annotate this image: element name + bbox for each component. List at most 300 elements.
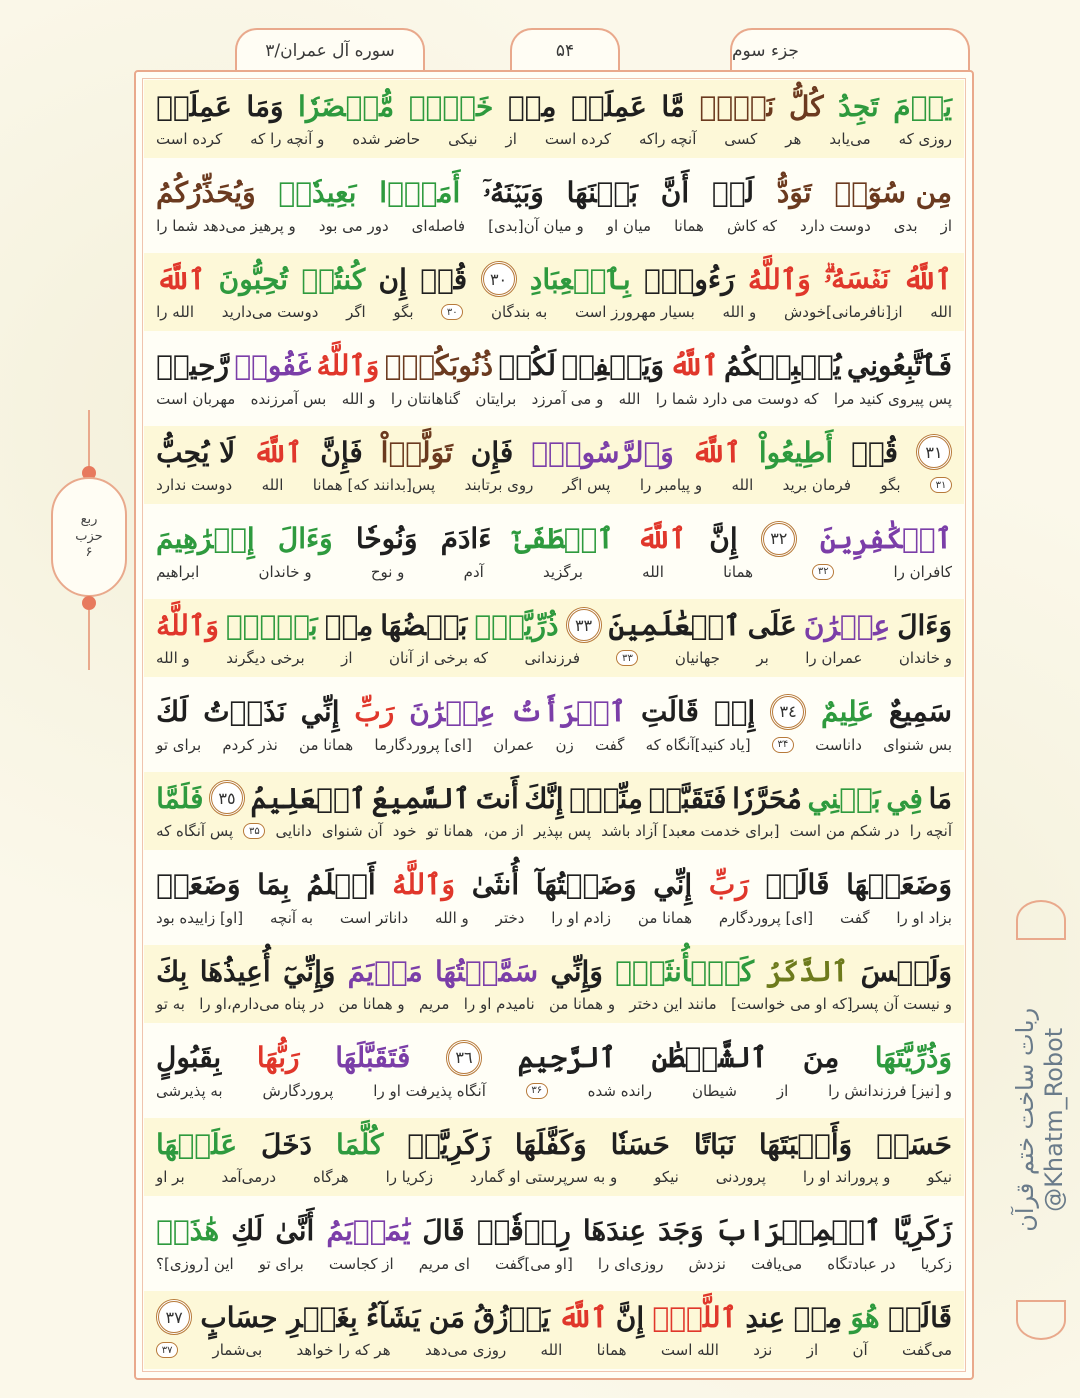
translation-word: روزی‌ای را bbox=[597, 1254, 664, 1273]
arabic-word: رَبِّ bbox=[708, 868, 749, 901]
arabic-word: إِذۡ bbox=[713, 695, 756, 728]
arabic-text bbox=[156, 517, 952, 561]
arabic-word: قَالَ bbox=[422, 1214, 465, 1247]
translation-word: پس[بدانند که] همانا bbox=[312, 476, 436, 494]
arabic-word: بِغَيۡرِ حِسَابٍ bbox=[200, 1300, 358, 1334]
arabic-word: ٱللَّهَ bbox=[691, 435, 741, 469]
arabic-word: حَسَنٖ bbox=[876, 1127, 952, 1161]
arabic-word: ٱلۡعَلِيمُ bbox=[250, 781, 367, 815]
arabic-word: عِمۡرَٰنَ bbox=[409, 695, 496, 728]
arabic-text bbox=[156, 84, 952, 128]
translation-word: مریم bbox=[419, 995, 450, 1013]
ayah-number-marker: ٣٢ bbox=[761, 521, 797, 557]
arabic-word: زَكَرِيَّا bbox=[893, 1214, 952, 1247]
ayah-number-marker: ٣٣ bbox=[566, 607, 602, 643]
translation-word: [برای خدمت معبد] آزاد باشد bbox=[601, 822, 780, 840]
translation-word: مانند این دختر bbox=[629, 995, 717, 1013]
arabic-word: بَعِيدٗاۗ bbox=[278, 176, 357, 209]
arabic-word: مَرۡيَمَ bbox=[347, 954, 423, 988]
arabic-word: ٱلۡعَٰلَمِينَ bbox=[608, 608, 741, 642]
persian-translation bbox=[156, 213, 952, 239]
translation-word: الله bbox=[540, 1341, 563, 1359]
translation-word: آنگاه پذیرفت او را bbox=[373, 1081, 486, 1100]
persian-translation bbox=[156, 818, 952, 844]
translation-word: و پروراند او را bbox=[802, 1168, 891, 1186]
juz-label: جزء سوم bbox=[730, 28, 970, 72]
arabic-word: مِنۢ bbox=[324, 608, 374, 642]
arabic-word: وَءَالَ bbox=[277, 522, 333, 555]
arabic-word: مِن سُوٓءٖ bbox=[834, 176, 952, 209]
arabic-word: هَٰذَاۖ bbox=[156, 1214, 220, 1247]
translation-word: و پرهیز می‌دهد شما را bbox=[156, 216, 296, 235]
arabic-word: عِندَهَا bbox=[582, 1214, 647, 1247]
arabic-word: سَمِيعٌ bbox=[889, 695, 952, 728]
translation-word: [ای] پروردگارم bbox=[718, 908, 814, 927]
translation-word: و خاندان bbox=[258, 562, 312, 581]
translation-word: می‌یافت bbox=[751, 1254, 803, 1273]
arabic-word: رَبُّهَا bbox=[256, 1041, 300, 1074]
ayah-number-small: ۳۴ bbox=[772, 737, 794, 753]
translation-word: بگو bbox=[393, 303, 414, 321]
translation-word: و به سرپرستی او گمارد bbox=[470, 1168, 618, 1186]
verse-line bbox=[144, 167, 964, 245]
translation-word: بدی bbox=[893, 216, 918, 235]
translation-word: جهانیان bbox=[674, 649, 720, 667]
translation-word: الله bbox=[930, 303, 952, 321]
arabic-word: نَفۡسَهُۥۗ bbox=[824, 262, 890, 295]
translation-word: و الله bbox=[156, 649, 190, 667]
arabic-word: إِنَّ bbox=[709, 522, 738, 555]
translation-word: بس شنوای bbox=[883, 735, 952, 754]
translation-word: روزی می‌دهد bbox=[424, 1341, 507, 1359]
translation-word: و همانا من bbox=[338, 995, 405, 1013]
translation-word: می‌گفت bbox=[902, 1341, 952, 1359]
arabic-word: يَوۡمَ bbox=[893, 89, 952, 123]
arabic-word: مُحَرَّرٗا bbox=[732, 781, 802, 815]
translation-word: که برخی از آنان bbox=[388, 649, 489, 667]
arabic-text bbox=[156, 257, 952, 301]
arabic-text bbox=[156, 1122, 952, 1166]
arabic-word: دَخَلَ bbox=[261, 1127, 313, 1161]
arabic-word: مِنِّيٓۖ bbox=[569, 781, 643, 815]
arabic-word: وَذُرِّيَّتَهَا bbox=[874, 1041, 952, 1074]
arabic-word: أَنَّىٰ bbox=[275, 1214, 315, 1247]
translation-word: پروردنی bbox=[715, 1168, 766, 1186]
arabic-word: بَعۡضٖۗ bbox=[225, 608, 318, 642]
translation-word: نزدش bbox=[688, 1254, 726, 1273]
arabic-word: مَا bbox=[928, 781, 952, 815]
page-number: ۵۴ bbox=[510, 28, 620, 72]
translation-word: همانا bbox=[596, 1341, 627, 1359]
translation-word: برایتان bbox=[475, 389, 517, 408]
ayah-number-small: ۳۵ bbox=[243, 823, 265, 839]
translation-word: از bbox=[806, 1341, 819, 1359]
translation-word: از[نافرمانی]خودش bbox=[783, 303, 903, 321]
arabic-word: أَمَدَۢا bbox=[379, 176, 461, 209]
translation-word: روزی که bbox=[898, 130, 952, 148]
translation-word: رانده شده bbox=[587, 1081, 653, 1100]
arabic-word: وَنُوحٗا bbox=[355, 522, 418, 555]
ayah-number-marker: ٣٠ bbox=[481, 261, 517, 297]
translation-word: در شکم من است bbox=[789, 822, 900, 840]
arabic-word: مِنَ bbox=[802, 1041, 840, 1074]
arabic-word: رَّحِيمٞ bbox=[156, 349, 229, 382]
translation-word: از bbox=[940, 216, 952, 235]
arabic-word: وَضَعَتۡ bbox=[156, 868, 241, 901]
translation-word: و [نیز] فرزندانش را bbox=[828, 1081, 952, 1100]
arabic-text bbox=[156, 1209, 952, 1253]
persian-translation bbox=[156, 472, 952, 498]
persian-translation bbox=[156, 1078, 952, 1104]
ayah-number-marker: ٣٥ bbox=[209, 780, 245, 816]
translation-word: کرده است bbox=[156, 130, 223, 148]
arabic-word: فَإِنَّ bbox=[320, 435, 363, 469]
watermark bbox=[1010, 940, 1070, 1300]
arabic-text bbox=[156, 776, 952, 820]
watermark-ornament-bottom bbox=[1016, 1300, 1066, 1340]
translation-word: همانا تو bbox=[426, 822, 474, 840]
arabic-word: أَعۡلَمُ bbox=[306, 868, 376, 901]
arabic-word: عِمۡرَٰنَ bbox=[803, 608, 891, 642]
translation-word: الله bbox=[618, 389, 641, 408]
translation-word: نزد bbox=[753, 1341, 773, 1359]
arabic-word: كُلُّ bbox=[789, 89, 824, 123]
translation-word: برگزید bbox=[543, 562, 583, 581]
translation-word: و نیست آن پسر[که او می خواست] bbox=[730, 995, 952, 1013]
translation-word: از من، bbox=[483, 822, 524, 840]
translation-word: ای مریم bbox=[418, 1254, 470, 1273]
translation-word: از کجاست bbox=[328, 1254, 394, 1273]
translation-word: همانا من bbox=[637, 908, 693, 927]
arabic-word: زَكَرِيَّاۖ bbox=[407, 1127, 491, 1161]
translation-word: مهربان است bbox=[156, 389, 236, 408]
translation-word: فرزندانی bbox=[524, 649, 581, 667]
arabic-word: فِي bbox=[886, 781, 923, 815]
arabic-text bbox=[156, 949, 952, 993]
arabic-word: نَذَرۡتُ bbox=[203, 695, 286, 728]
translation-word: که کاش bbox=[726, 216, 777, 235]
arabic-word: تَوَدُّ bbox=[776, 176, 812, 209]
arabic-text bbox=[156, 430, 952, 474]
arabic-word: بِقَبُولٍ bbox=[156, 1041, 222, 1074]
arabic-word: قَالَتِ bbox=[640, 695, 699, 728]
arabic-word: ٱلذَّكَرُ bbox=[766, 954, 849, 988]
arabic-word: وَٱللَّهُ bbox=[316, 349, 380, 382]
arabic-word: تُحِبُّونَ bbox=[218, 262, 288, 296]
verse-line bbox=[144, 686, 964, 764]
translation-word: هر bbox=[785, 130, 802, 148]
arabic-word: يَٰمَرۡيَمُ bbox=[326, 1214, 411, 1247]
translation-word: الله است bbox=[660, 1341, 719, 1359]
translation-word: [یاد کنید]آنگاه که bbox=[645, 735, 751, 754]
translation-word: و نوح bbox=[370, 562, 405, 581]
arabic-word: سَمَّيۡتُهَا bbox=[434, 954, 539, 988]
arabic-word: قَالَتۡ bbox=[887, 1300, 952, 1334]
arabic-text bbox=[156, 1295, 952, 1339]
translation-word: فرمان برید bbox=[782, 476, 851, 494]
translation-word: کافران را bbox=[893, 562, 952, 581]
arabic-word: فَٱتَّبِعُونِي bbox=[846, 349, 952, 382]
translation-word: نیکو bbox=[654, 1168, 679, 1186]
arabic-word: ٱلرَّجِيمِ bbox=[517, 1041, 617, 1074]
verse-line bbox=[144, 1291, 964, 1369]
translation-word: بی‌شمار bbox=[212, 1341, 263, 1359]
persian-translation bbox=[156, 1251, 952, 1277]
translation-word: برخی دیگرند bbox=[226, 649, 305, 667]
translation-word: پس آنگاه که bbox=[156, 822, 234, 840]
arabic-word: ءَادَمَ bbox=[440, 522, 492, 555]
ayah-number-marker: ٣٤ bbox=[770, 694, 806, 730]
translation-word: عمران bbox=[493, 735, 535, 754]
surah-label: سوره آل عمران/۳ bbox=[235, 28, 425, 72]
translation-word: هرگاه bbox=[312, 1168, 349, 1186]
arabic-word: مُّحۡضَرٗا bbox=[298, 89, 395, 123]
arabic-word: عَمِلَتۡ bbox=[571, 89, 647, 123]
arabic-word: بِمَا bbox=[257, 868, 290, 901]
translation-word: و میان آن[بدی] bbox=[488, 216, 584, 235]
translation-word: آدم bbox=[463, 562, 484, 581]
translation-word: [او] زاییده بود bbox=[156, 908, 244, 927]
translation-word: زادم او را bbox=[551, 908, 612, 927]
watermark-handle: @Khatm_Robot bbox=[1040, 1027, 1069, 1213]
persian-translation bbox=[156, 1164, 952, 1190]
arabic-word: ٱللَّهُ bbox=[902, 262, 952, 296]
translation-word: و آنچه را که bbox=[250, 130, 325, 148]
translation-word: می‌یابد bbox=[829, 130, 871, 148]
arabic-word: أَنتَ bbox=[475, 781, 519, 815]
arabic-word: بَيۡنَهَا bbox=[566, 176, 638, 209]
arabic-word: ٱلۡكَٰفِرِينَ bbox=[819, 522, 952, 555]
arabic-word: هُوَ bbox=[850, 1300, 880, 1334]
translation-word: در عبادتگاه bbox=[827, 1254, 896, 1273]
arabic-word: وَكَفَّلَهَا bbox=[514, 1127, 587, 1161]
arabic-word: إِنَّكَ bbox=[524, 781, 564, 815]
ayah-number-marker: ٣١ bbox=[916, 434, 952, 470]
ayah-number-small: ۳۱ bbox=[930, 477, 952, 493]
arabic-word: إِنَّ bbox=[615, 1300, 645, 1334]
arabic-text bbox=[156, 344, 952, 388]
verse-line bbox=[144, 772, 964, 850]
verse-line bbox=[144, 340, 964, 418]
arabic-word: كُنتُمۡ bbox=[301, 262, 366, 296]
translation-word: نذر کردم bbox=[222, 735, 278, 754]
arabic-word: ذُرِّيَّةَۢ bbox=[474, 608, 559, 642]
persian-translation bbox=[156, 386, 952, 412]
arabic-word: خَيۡرٖ bbox=[408, 89, 494, 123]
verse-line bbox=[144, 80, 964, 158]
translation-word: از bbox=[341, 649, 353, 667]
hizb-marker bbox=[48, 472, 130, 602]
ayah-number-small: ۳۲ bbox=[812, 564, 834, 580]
translation-word: نیکو bbox=[927, 1168, 952, 1186]
translation-word: برای تو bbox=[156, 735, 202, 754]
arabic-text bbox=[156, 603, 952, 647]
arabic-word: أُنثَىٰ bbox=[471, 868, 520, 901]
arabic-word: قُلۡ bbox=[851, 435, 899, 469]
arabic-word: وَمَا bbox=[246, 89, 284, 123]
arabic-word: عِندِ bbox=[745, 1300, 786, 1334]
arabic-word: رَءُوفُۢ bbox=[644, 262, 735, 296]
arabic-word: عَمِلَتۡ bbox=[156, 89, 232, 123]
translation-word: الله bbox=[261, 476, 284, 494]
persian-translation bbox=[156, 905, 952, 931]
translation-word: نیکی bbox=[448, 130, 478, 148]
translation-word: این [روزی]؟ bbox=[156, 1254, 234, 1273]
arabic-word: ٱصۡطَفَىٰٓ bbox=[514, 522, 614, 555]
arabic-word: إِنِّي bbox=[653, 868, 693, 901]
arabic-word: وَءَالَ bbox=[897, 608, 952, 642]
translation-word: اگر bbox=[346, 303, 366, 321]
translation-word: هر که را خواهد bbox=[296, 1341, 391, 1359]
arabic-word: فَإِن bbox=[470, 435, 514, 469]
arabic-word: قُلۡ bbox=[420, 262, 468, 296]
translation-word: به آنچه bbox=[269, 908, 314, 927]
arabic-word: قَالَتۡ bbox=[765, 868, 830, 901]
hizb-connector-bottom bbox=[88, 610, 90, 670]
translation-word: آنچه راکه bbox=[638, 130, 697, 148]
translation-word: روی برتابند bbox=[464, 476, 534, 494]
hizb-quarter-label: ربع bbox=[80, 511, 98, 527]
translation-word: شیطان bbox=[691, 1081, 737, 1100]
translation-word: بگو bbox=[880, 476, 901, 494]
ayah-number-small: ۳۰ bbox=[441, 304, 463, 320]
persian-translation bbox=[156, 645, 952, 671]
arabic-word: لَكُمۡ bbox=[498, 349, 556, 382]
translation-word: گفت bbox=[594, 735, 625, 754]
persian-translation bbox=[156, 559, 952, 585]
verse-line bbox=[144, 513, 964, 591]
translation-word: دوست می‌دارید bbox=[221, 303, 319, 321]
arabic-word: أَطِيعُواْ bbox=[758, 435, 834, 469]
translation-word: و پیامبر را bbox=[639, 476, 703, 494]
arabic-word: لَكَ bbox=[156, 695, 189, 728]
translation-word: الله bbox=[642, 562, 664, 581]
ayah-number-marker: ٣٧ bbox=[156, 1299, 192, 1335]
arabic-word: إِنِّي bbox=[300, 695, 340, 728]
arabic-word: تَوَلَّوۡاْ bbox=[380, 435, 453, 469]
hizb-ornament-bottom bbox=[82, 596, 96, 610]
arabic-word: مِنۡ bbox=[507, 89, 557, 123]
translation-word: که دوست می دارد شما را bbox=[655, 389, 819, 408]
arabic-word: بِٱلۡعِبَادِ bbox=[529, 262, 631, 296]
arabic-word: ذُنُوبَكُمۡۚ bbox=[384, 349, 494, 382]
arabic-word: يَرۡزُقُ bbox=[473, 1300, 550, 1334]
arabic-word: رِزۡقٗاۖ bbox=[476, 1214, 571, 1247]
translation-word: به پذیرشی bbox=[156, 1081, 223, 1100]
translation-word: به بندگان bbox=[490, 303, 548, 321]
translation-word: حاضر شده bbox=[352, 130, 421, 148]
arabic-word: ٱللَّهَ bbox=[253, 435, 303, 469]
arabic-word: كُلَّمَا bbox=[335, 1127, 384, 1161]
arabic-word: لَكِ bbox=[231, 1214, 264, 1247]
translation-word: درمی‌آمد bbox=[221, 1168, 277, 1186]
hizb-connector-top bbox=[88, 410, 90, 472]
translation-word: پس اگر bbox=[562, 476, 611, 494]
translation-word: گناهانتان را bbox=[390, 389, 460, 408]
quran-page-frame bbox=[134, 70, 974, 1380]
persian-translation bbox=[156, 991, 952, 1017]
translation-word: داناست bbox=[815, 735, 862, 754]
translation-word: زن bbox=[555, 735, 574, 754]
translation-word: کرده است bbox=[544, 130, 612, 148]
translation-word: دوست دارد bbox=[799, 216, 871, 235]
arabic-word: ٱلۡمِحۡرَابَ bbox=[715, 1214, 882, 1247]
arabic-word: تَجِدُ bbox=[838, 89, 879, 123]
translation-word: همانا bbox=[723, 562, 754, 581]
translation-word: دور می بود bbox=[318, 216, 389, 235]
arabic-word: غَفُورٞ bbox=[234, 349, 312, 382]
arabic-word: إِبۡرَٰهِيمَ bbox=[156, 522, 255, 555]
ayah-number-small: ۳۳ bbox=[616, 650, 638, 666]
translation-word: و همانا من bbox=[548, 995, 616, 1013]
verse-line bbox=[144, 426, 964, 504]
arabic-word: رَبِّ bbox=[354, 695, 395, 728]
translation-word: همانا من bbox=[299, 735, 354, 754]
translation-word: بر او bbox=[156, 1168, 185, 1186]
translation-word: دوست ندارد bbox=[156, 476, 233, 494]
arabic-word: إِن bbox=[378, 262, 407, 296]
arabic-word: وَجَدَ bbox=[658, 1214, 704, 1247]
arabic-word: ٱللَّهُ bbox=[669, 349, 719, 382]
arabic-word: بَطۡنِي bbox=[807, 781, 881, 815]
translation-word: میان او bbox=[606, 216, 652, 235]
persian-translation bbox=[156, 732, 952, 758]
translation-word: بسیار مهرورز است bbox=[574, 303, 695, 321]
arabic-word: عَلِيمٌ bbox=[821, 695, 875, 728]
translation-word: بزاد او را bbox=[896, 908, 952, 927]
arabic-word: ٱللَّهَ bbox=[636, 522, 687, 555]
translation-word: ابراهیم bbox=[156, 562, 200, 581]
arabic-word: نَفۡسٖ bbox=[699, 89, 775, 123]
arabic-word: يَشَآءُ bbox=[365, 1300, 421, 1334]
verse-line bbox=[144, 599, 964, 677]
arabic-word: لَا يُحِبُّ bbox=[156, 435, 236, 469]
arabic-word: وَيُحَذِّرُكُمُ bbox=[156, 176, 256, 209]
hizb-label: حزب bbox=[75, 528, 103, 544]
arabic-word: وَٱللَّهُ bbox=[747, 262, 811, 296]
persian-translation bbox=[156, 126, 952, 152]
translation-word: از bbox=[505, 130, 517, 148]
translation-word: و خاندان bbox=[898, 649, 952, 667]
arabic-text bbox=[156, 1036, 952, 1080]
translation-word: عمران را bbox=[805, 649, 863, 667]
arabic-word: عَلَيۡهَا bbox=[156, 1127, 238, 1161]
arabic-word: أَنَّ bbox=[660, 176, 690, 209]
arabic-text bbox=[156, 690, 952, 734]
translation-word: نامیدم او را bbox=[463, 995, 535, 1013]
arabic-word: لَوۡ bbox=[711, 176, 755, 209]
translation-word: فاصله‌ای bbox=[411, 216, 466, 235]
translation-word: پس پیروی کنید مرا bbox=[833, 389, 952, 408]
arabic-word: ٱللَّهَ bbox=[156, 262, 206, 296]
arabic-word: أُعِيذُهَا bbox=[199, 954, 271, 988]
translation-word: [ای] پروردگارما bbox=[374, 735, 472, 754]
arabic-word: وَإِنِّيٓ bbox=[282, 954, 336, 988]
translation-word: از bbox=[776, 1081, 789, 1100]
arabic-word: يُحۡبِبۡكُمُ bbox=[723, 349, 842, 382]
arabic-word: وَإِنِّي bbox=[550, 954, 603, 988]
arabic-word: وَبَيۡنَهُۥٓ bbox=[483, 175, 544, 209]
page-header bbox=[150, 28, 970, 74]
translation-word: [او می‌]گفت bbox=[494, 1254, 573, 1273]
watermark-title: ربات ساخت ختم قرآن bbox=[1011, 1008, 1040, 1232]
translation-word: دختر bbox=[495, 908, 525, 927]
arabic-word: مِنۡ bbox=[793, 1300, 843, 1334]
translation-word: پس بپذیر bbox=[534, 822, 592, 840]
translation-word: آنچه را bbox=[909, 822, 952, 840]
arabic-word: وَضَعۡتُهَآ bbox=[535, 868, 637, 901]
ayah-number-marker: ٣٦ bbox=[446, 1040, 482, 1076]
